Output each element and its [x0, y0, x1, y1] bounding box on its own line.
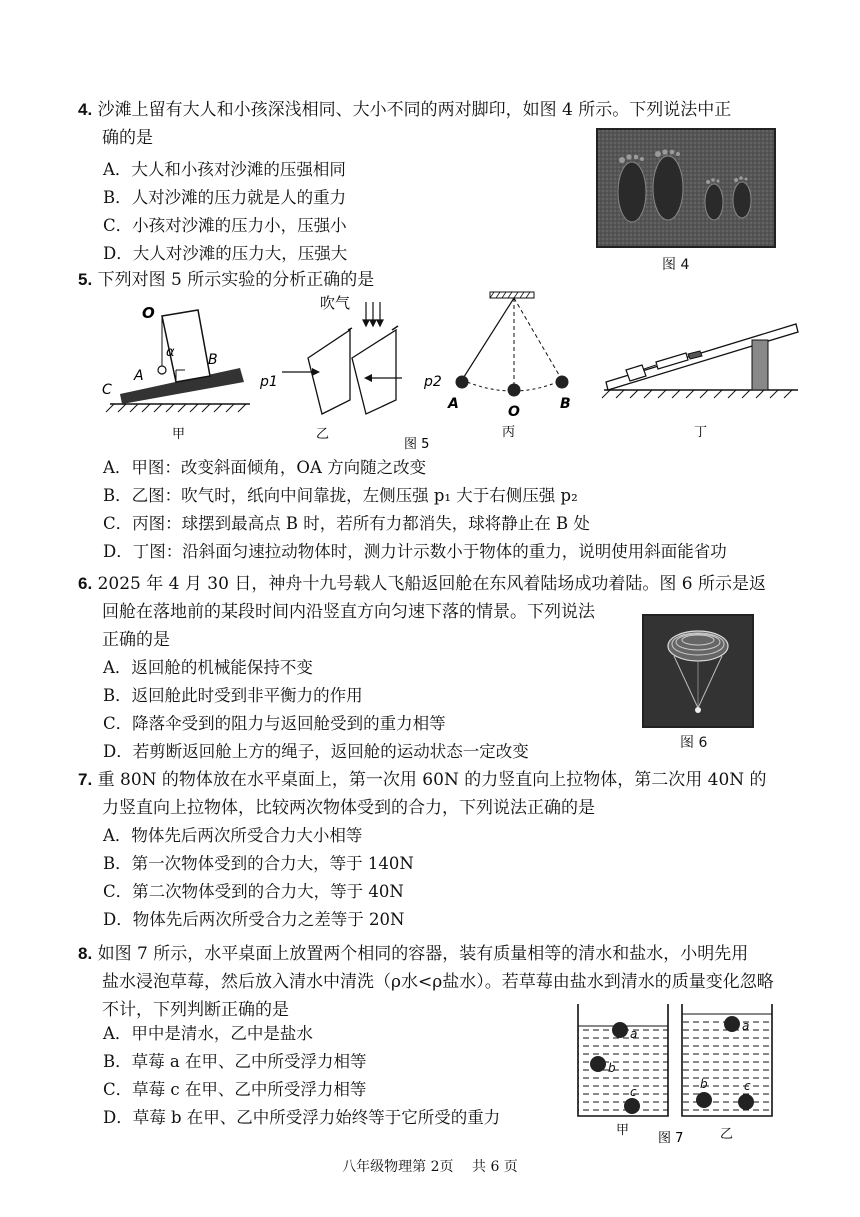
- question-stem: 沙滩上留有大人和小孩深浅相同、大小不同的两对脚印，如图 4 所示。下列说法中正: [97, 100, 732, 120]
- question-number: 7.: [78, 770, 93, 789]
- q4-option-c: C．小孩对沙滩的压力小，压强小: [103, 216, 347, 235]
- q5-option-c: C．丙图：球摆到最高点 B 时，若所有力都消失，球将静止在 B 处: [103, 514, 590, 533]
- page-footer: 八年级物理第 2页 共 6 页: [342, 1159, 518, 1175]
- panel-bing-pendulum: [447, 292, 571, 440]
- figure-6-caption: 图 6: [680, 735, 708, 751]
- label-A: A: [448, 396, 459, 412]
- berry-b-label: b: [608, 1061, 616, 1075]
- q6-option-a: A．返回舱的机械能保持不变: [103, 658, 313, 677]
- container-jia: [578, 1004, 668, 1116]
- question-stem-cont: 回舱在落地前的某段时间内沿竖直方向匀速下落的情景。下列说法: [102, 602, 595, 622]
- q8-option-a: A．甲中是清水，乙中是盐水: [103, 1024, 313, 1043]
- question-stem-cont: 确的是: [102, 128, 153, 148]
- question-number: 8.: [78, 944, 93, 963]
- question-stem: 下列对图 5 所示实验的分析正确的是: [97, 270, 375, 290]
- q4-option-d: D．大人对沙滩的压力大，压强大: [103, 244, 348, 263]
- q8-option-b: B．草莓 a 在甲、乙中所受浮力相等: [103, 1052, 367, 1071]
- q7-option-d: D．物体先后两次所受合力之差等于 20N: [103, 910, 405, 929]
- q6-option-c: C．降落伞受到的阻力与返回舱受到的重力相等: [103, 714, 446, 733]
- panel-jia-incline: [102, 304, 250, 442]
- question-stem: 重 80N 的物体放在水平桌面上，第一次用 60N 的力竖直向上拉物体，第二次用 40N 的: [97, 770, 767, 790]
- figure-6-parachute-photo: [642, 614, 754, 728]
- question-number: 6.: [78, 574, 93, 593]
- container-label-jia: 甲: [616, 1123, 630, 1138]
- panel-label-bing: 丙: [502, 425, 516, 440]
- question-stem-cont: 盐水浸泡草莓，然后放入清水中清洗（ρ水<ρ盐水）。若草莓由盐水到清水的质量变化忽略: [102, 972, 774, 992]
- panel-label-ding: 丁: [694, 425, 708, 440]
- figure-4-footprints-photo: [596, 128, 776, 248]
- berry-a-label: a: [742, 1019, 750, 1033]
- berry-c-label: c: [630, 1085, 637, 1099]
- panel-label-yi: 乙: [316, 427, 330, 442]
- container-label-yi: 乙: [720, 1127, 734, 1142]
- label-alpha: α: [166, 345, 175, 360]
- question-stem-cont: 不计，下列判断正确的是: [102, 1000, 289, 1020]
- figure-5-diagram: [90, 290, 810, 460]
- q4-option-a: A．大人和小孩对沙滩的压强相同: [103, 160, 346, 179]
- panel-yi-paper: [259, 294, 442, 442]
- question-stem-cont: 力竖直向上拉物体，比较两次物体受到的合力，下列说法正确的是: [102, 798, 595, 818]
- figure-7-containers: [572, 1002, 782, 1148]
- panel-label-jia: 甲: [172, 427, 186, 442]
- q7-option-a: A．物体先后两次所受合力大小相等: [103, 826, 363, 845]
- q8-option-c: C．草莓 c 在甲、乙中所受浮力相等: [103, 1080, 367, 1099]
- q5-option-a: A．甲图：改变斜面倾角，OA 方向随之改变: [103, 458, 427, 477]
- label-p1: p1: [260, 374, 278, 390]
- question-number: 5.: [78, 270, 93, 289]
- label-p2: p2: [424, 374, 442, 390]
- q8-option-d: D．草莓 b 在甲、乙中所受浮力始终等于它所受的重力: [103, 1108, 501, 1127]
- berry-a-label: a: [630, 1027, 638, 1041]
- label-O: O: [142, 304, 155, 322]
- figure-5-caption: 图 5: [404, 437, 430, 452]
- figure-4-caption: 图 4: [662, 257, 690, 273]
- q6-option-d: D．若剪断返回舱上方的绳子，返回舱的运动状态一定改变: [103, 742, 529, 761]
- q6-option-b: B．返回舱此时受到非平衡力的作用: [103, 686, 363, 705]
- q7-option-b: B．第一次物体受到的合力大，等于 140N: [103, 854, 414, 873]
- q5-option-d: D．丁图：沿斜面匀速拉动物体时，测力计示数小于物体的重力，说明使用斜面能省功: [103, 542, 727, 561]
- label-C: C: [102, 382, 112, 398]
- question-stem: 2025 年 4 月 30 日，神舟十九号载人飞船返回舱在东风着陆场成功着陆。图 6 所示是返: [97, 574, 766, 594]
- question-number: 4.: [78, 100, 93, 119]
- label-A: A: [134, 368, 144, 384]
- label-B: B: [560, 396, 571, 412]
- question-7: [78, 766, 767, 822]
- label-B: B: [208, 352, 218, 368]
- question-stem: 如图 7 所示，水平桌面上放置两个相同的容器，装有质量相等的清水和盐水，小明先用: [97, 944, 749, 964]
- q5-option-b: B．乙图：吹气时，纸向中间靠拢，左侧压强 p₁ 大于右侧压强 p₂: [103, 486, 578, 505]
- container-yi: [682, 1004, 772, 1116]
- figure-7-caption: 图 7: [658, 1131, 684, 1146]
- berry-c-label: c: [744, 1079, 751, 1093]
- q4-option-b: B．人对沙滩的压力就是人的重力: [103, 188, 347, 207]
- question-stem-cont: 正确的是: [102, 630, 170, 650]
- label-O: O: [508, 404, 520, 420]
- q7-option-c: C．第二次物体受到的合力大，等于 40N: [103, 882, 404, 901]
- panel-ding-incline: [602, 324, 798, 440]
- berry-b-label: b: [700, 1077, 708, 1091]
- label-blow: 吹气: [320, 294, 351, 312]
